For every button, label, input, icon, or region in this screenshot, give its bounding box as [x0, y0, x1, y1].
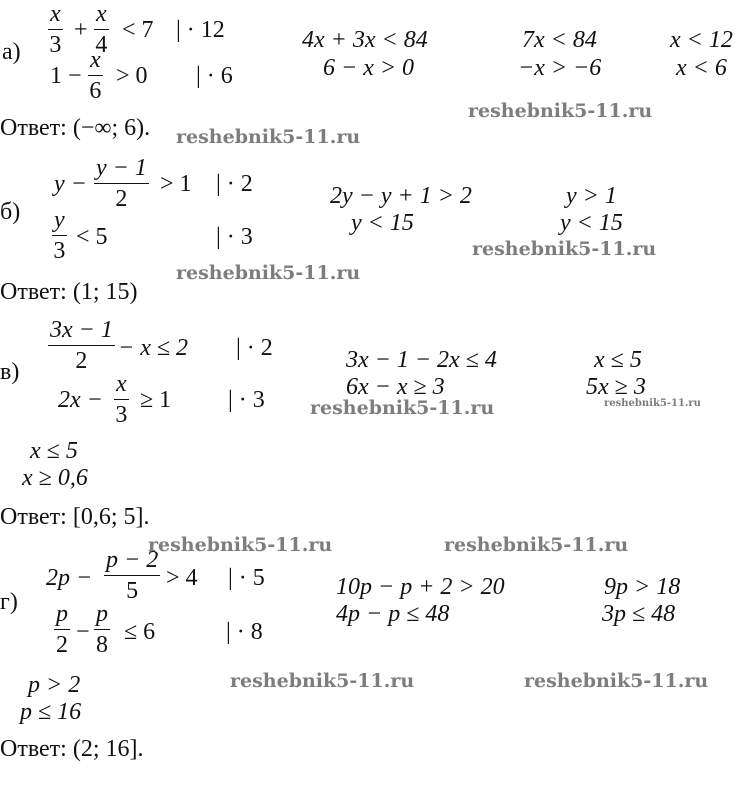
- multiplier: | · 3: [228, 387, 265, 413]
- inequality-prefix: 2p −: [46, 565, 93, 591]
- multiplier: | · 12: [176, 17, 225, 43]
- part-g-label: г): [0, 589, 18, 615]
- answer: Ответ: (−∞; 6).: [0, 115, 151, 141]
- solution-line: p ≤ 16: [20, 699, 82, 725]
- multiplier: | · 8: [226, 619, 263, 645]
- step: 7x < 84: [522, 27, 597, 53]
- step: 6 − x > 0: [323, 55, 415, 81]
- watermark: reshebnik5-11.ru: [472, 238, 657, 260]
- answer: Ответ: (2; 16].: [0, 736, 144, 762]
- watermark: reshebnik5-11.ru: [604, 398, 701, 409]
- inequality-rest: < 5: [76, 224, 108, 250]
- step: 9p > 18: [604, 574, 681, 600]
- solution-line: x ≥ 0,6: [22, 465, 88, 491]
- step: 2y − y + 1 > 2: [330, 183, 472, 209]
- step: y < 15: [351, 210, 414, 236]
- inequality-rest: − x ≤ 2: [118, 335, 189, 361]
- step: −x > −6: [518, 55, 602, 81]
- part-a-label: а): [2, 39, 21, 65]
- watermark: reshebnik5-11.ru: [310, 397, 495, 419]
- step: 3p ≤ 48: [602, 601, 676, 627]
- step: y > 1: [566, 183, 617, 209]
- fraction: $\frac{x}{3}$: [49, 1, 62, 58]
- fraction: $\frac{y - 1}{2}$: [96, 155, 147, 212]
- fraction: $\frac{x}{4}$: [95, 1, 108, 58]
- watermark: reshebnik5-11.ru: [176, 262, 361, 284]
- multiplier: | · 2: [216, 171, 253, 197]
- fraction: $\frac{y}{3}$: [53, 207, 66, 264]
- step: 5x ≥ 3: [586, 374, 646, 400]
- operator: −: [76, 619, 90, 645]
- fraction: $\frac{3x - 1}{2}$: [50, 317, 113, 374]
- inequality-prefix: 2x −: [58, 387, 103, 413]
- watermark: reshebnik5-11.ru: [468, 100, 653, 122]
- solution-line: x ≤ 5: [30, 438, 78, 464]
- fraction: $\frac{p}{2}$: [56, 601, 68, 658]
- step: x < 6: [676, 55, 727, 81]
- inequality-rest: ≤ 6: [124, 619, 156, 645]
- inequality-rest: < 7: [122, 17, 154, 43]
- watermark: reshebnik5-11.ru: [230, 670, 415, 692]
- watermark: reshebnik5-11.ru: [524, 670, 709, 692]
- answer: Ответ: (1; 15): [0, 279, 138, 305]
- inequality-rest: ≥ 1: [140, 387, 172, 413]
- step: x ≤ 5: [594, 347, 642, 373]
- operator: +: [74, 17, 88, 43]
- watermark: reshebnik5-11.ru: [148, 534, 333, 556]
- inequality-rest: > 1: [160, 171, 192, 197]
- part-v-label: в): [0, 359, 20, 385]
- multiplier: | · 2: [236, 335, 273, 361]
- fraction: $\frac{x}{6}$: [89, 47, 102, 104]
- step: 6x − x ≥ 3: [346, 374, 445, 400]
- watermark: reshebnik5-11.ru: [176, 126, 361, 148]
- watermark: reshebnik5-11.ru: [444, 534, 629, 556]
- part-b-label: б): [0, 199, 21, 225]
- fraction: $\frac{p - 2}{5}$: [106, 547, 159, 604]
- step: x < 12: [670, 27, 733, 53]
- fraction: $\frac{x}{3}$: [115, 371, 128, 428]
- step: 10p − p + 2 > 20: [336, 574, 505, 600]
- inequality-rest: > 0: [116, 63, 148, 89]
- step: 4p − p ≤ 48: [336, 601, 450, 627]
- step: y < 15: [560, 210, 623, 236]
- step: 4x + 3x < 84: [302, 27, 428, 53]
- inequality-prefix: y −: [54, 171, 87, 197]
- multiplier: | · 3: [216, 224, 253, 250]
- multiplier: | · 5: [228, 565, 265, 591]
- answer: Ответ: [0,6; 5].: [0, 504, 150, 530]
- fraction: $\frac{p}{8}$: [96, 601, 108, 658]
- multiplier: | · 6: [196, 63, 233, 89]
- step: 3x − 1 − 2x ≤ 4: [346, 347, 497, 373]
- inequality-rest: > 4: [166, 565, 198, 591]
- inequality-prefix: 1 −: [50, 63, 82, 89]
- solution-line: p > 2: [28, 672, 81, 698]
